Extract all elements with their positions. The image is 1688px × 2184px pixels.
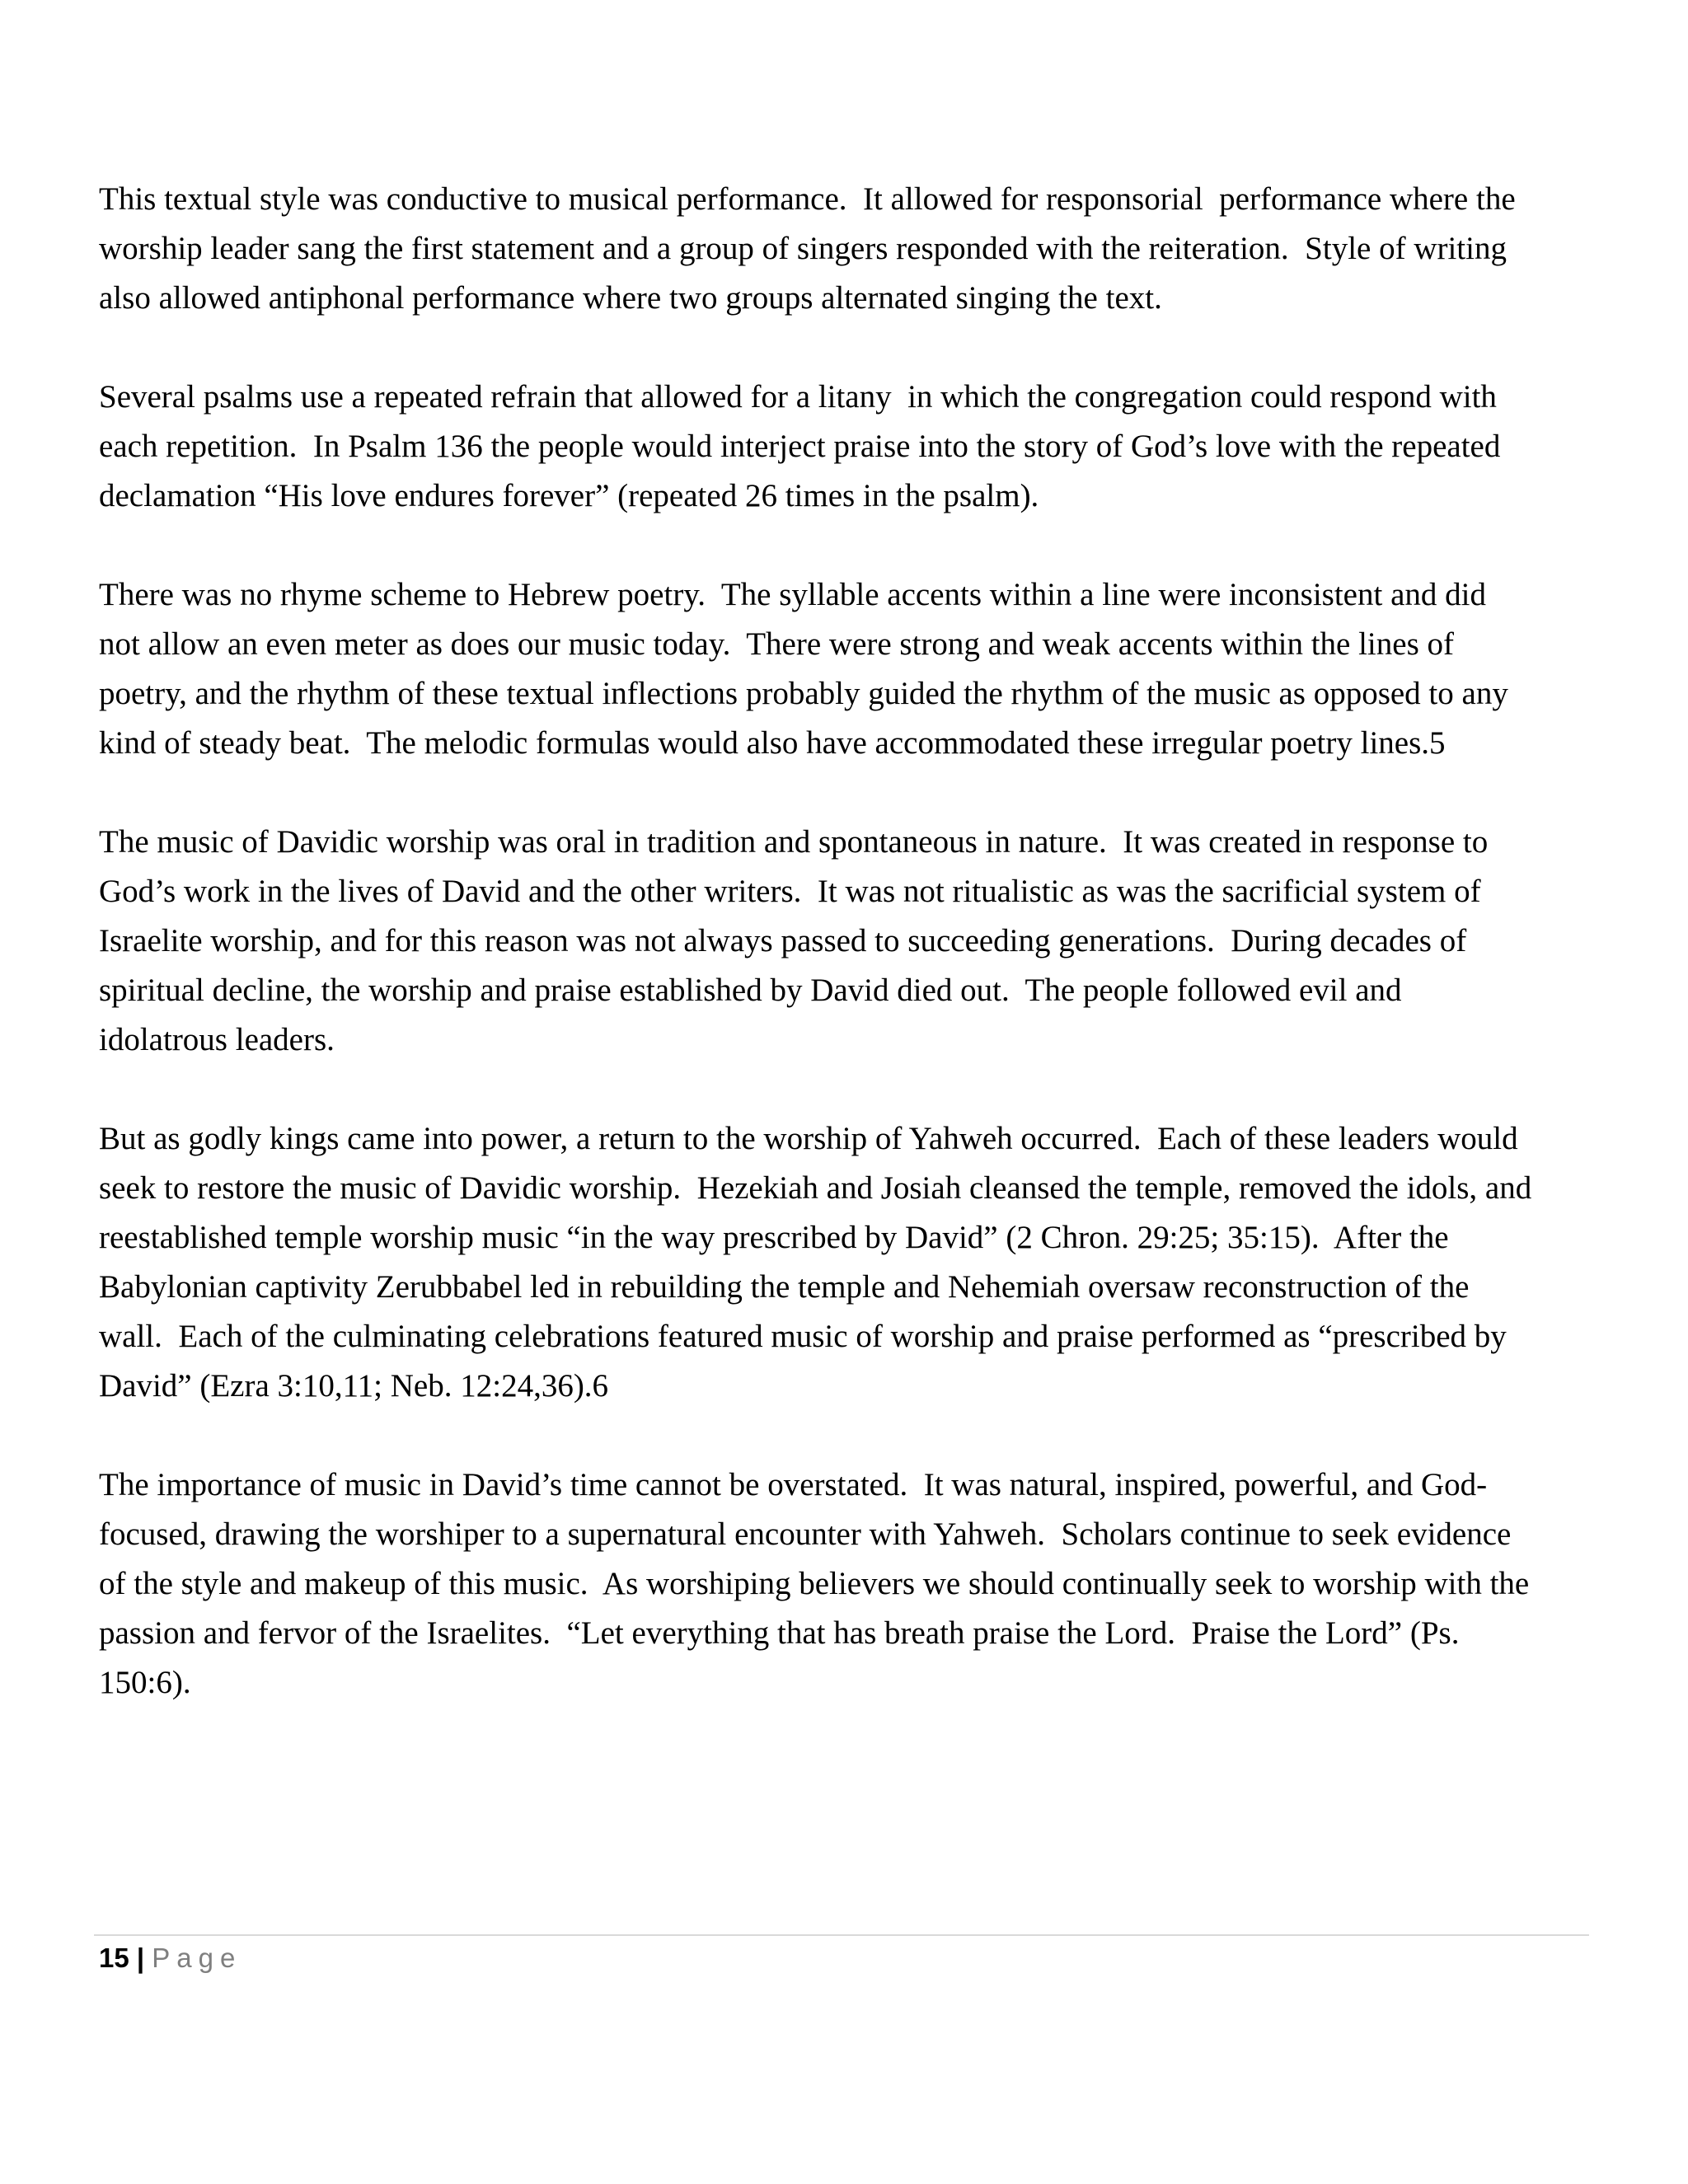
paragraph: The music of Davidic worship was oral in tradition and spontaneous in nature. It was created in response to God’s work in the lives of David and the other writers. It was not ritualistic as was the sacrificial system of Israelite worship, and for this reason was not always passed to succeeding generations. During decades of spiritual decline, the worship and praise established by David died out. The people followed evil and idolatrous leaders. <box>99 824 1496 1057</box>
paragraph: This textual style was conductive to musical performance. It allowed for responsorial performance where the worship leader sang the first statement and a group of singers responded with the reiteration. Style of writing also allowed antiphonal performance where two groups alternated singing the text. <box>99 181 1524 316</box>
body-text <box>99 175 1540 1757</box>
page-number: 15 <box>99 1943 129 1973</box>
page-footer <box>99 1938 241 1978</box>
paragraph: The importance of music in David’s time cannot be overstated. It was natural, inspired, powerful, and God-focused, drawing the worshiper to a supernatural encounter with Yahweh. Scholars continue to seek evidence of the style and makeup of this music. As worshiping believers we should continually seek to worship with the passion and fervor of the Israelites. “Let everything that has breath praise the Lord. Praise the Lord” (Ps. 150:6). <box>99 1467 1537 1700</box>
paragraph: Several psalms use a repeated refrain that allowed for a litany in which the congregation could respond with each repetition. In Psalm 136 the people would interject praise into the story of God’s love with the repeated declamation “His love endures forever” (repeated 26 times in the psalm). <box>99 379 1509 513</box>
paragraph: There was no rhyme scheme to Hebrew poetry. The syllable accents within a line were inconsistent and did not allow an even meter as does our music today. There were strong and weak accents within the lines of poetry, and the rhythm of these textual inflections probably guided the rhythm of the music as opposed to any kind of steady beat. The melodic formulas would also have accommodated these irregular poetry lines.5 <box>99 577 1517 761</box>
footer-divider <box>94 1934 1589 1936</box>
page-label: Page <box>152 1943 242 1973</box>
page-separator: | <box>129 1943 152 1973</box>
paragraph: But as godly kings came into power, a return to the worship of Yahweh occurred. Each of these leaders would seek to restore the music of Davidic worship. Hezekiah and Josiah cleansed the temple, removed the idols, and reestablished temple worship music “in the way prescribed by David” (2 Chron. 29:25; 35:15). After the Babylonian captivity Zerubbabel led in rebuilding the temple and Nehemiah oversaw reconstruction of the wall. Each of the culminating celebrations featured music of worship and praise performed as “prescribed by David” (Ezra 3:10,11; Neb. 12:24,36).6 <box>99 1121 1540 1404</box>
